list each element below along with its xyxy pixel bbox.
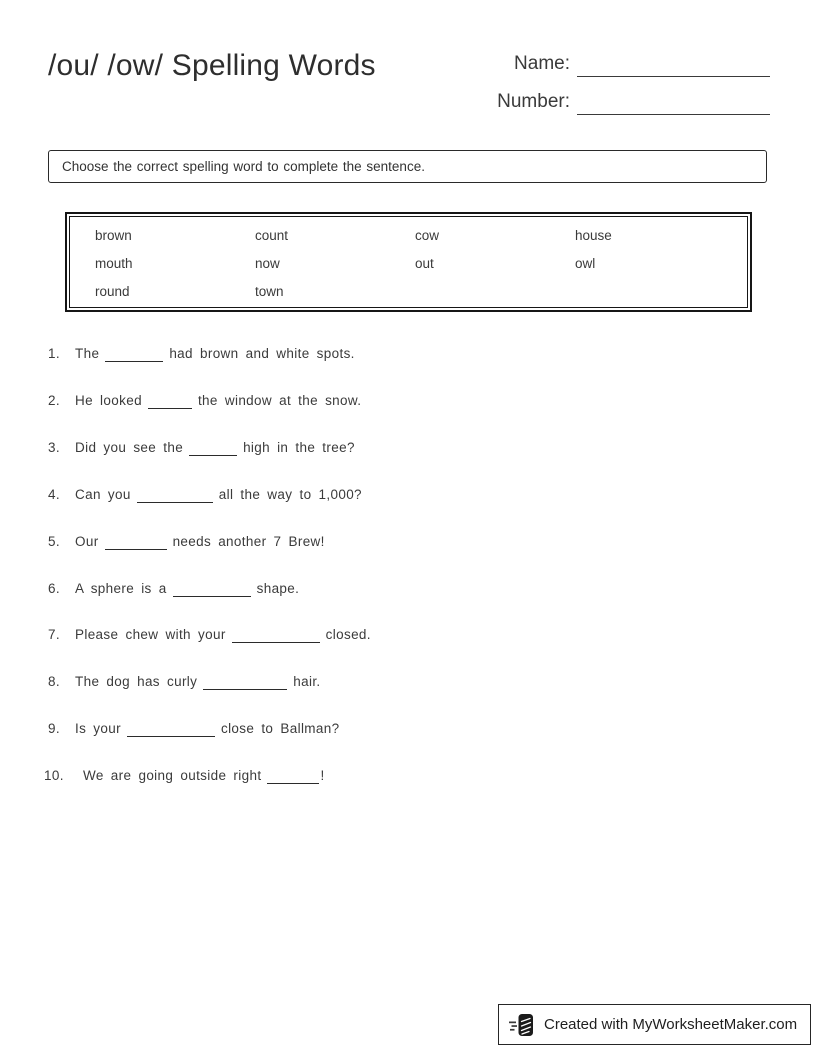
question-row [48,719,758,739]
question-number: 10. [44,768,64,783]
question-post-text: all the way to 1,000? [218,487,362,502]
question-pre-text: We are going outside right [83,768,262,783]
question-text [75,625,371,645]
word-bank-word: brown [95,228,132,243]
question-text [75,579,299,599]
question-post-text: close to Ballman? [220,721,340,736]
question-number: 3. [48,440,60,455]
question-row [48,672,758,692]
question-pre-text: Our [75,534,99,549]
question-number: 2. [48,393,60,408]
question-text [75,719,339,739]
word-bank-word: round [95,284,130,299]
question-text [75,344,355,364]
question-number: 9. [48,721,60,736]
question-post-text: closed. [325,627,371,642]
answer-blank[interactable] [105,537,167,550]
question-row [48,625,758,645]
word-bank-column [575,222,612,278]
question-post-text: shape. [256,581,300,596]
instructions-box [48,150,767,183]
answer-blank[interactable] [105,349,163,362]
number-label: Number: [497,91,570,112]
question-text [75,438,355,458]
question-text [75,672,321,692]
instructions-text: Choose the correct spelling word to complete the sentence. [62,159,425,174]
footer-credit-text: Created with MyWorksheetMaker.com [544,1016,798,1033]
question-pre-text: Please chew with your [75,627,226,642]
question-row [48,579,758,599]
question-post-text: had brown and white spots. [169,346,355,361]
question-text [75,485,362,505]
word-bank-inner [69,216,748,308]
word-bank-word: out [415,256,434,271]
question-post-text: needs another 7 Brew! [172,534,325,549]
word-bank-column [415,222,439,278]
word-bank-word: count [255,228,289,243]
question-text [75,532,325,552]
question-number: 5. [48,534,60,549]
question-pre-text: Is your [75,721,121,736]
answer-blank[interactable] [127,724,215,737]
question-row [48,485,758,505]
question-text [75,391,361,411]
answer-blank[interactable] [203,677,287,690]
word-bank-word: town [255,284,284,299]
word-bank-word: now [255,256,280,271]
answer-blank[interactable] [267,771,319,784]
question-number: 6. [48,581,60,596]
answer-blank[interactable] [173,584,251,597]
name-fill-line[interactable] [577,76,770,77]
question-pre-text: Can you [75,487,131,502]
question-row [48,532,758,552]
word-bank-word: mouth [95,256,133,271]
question-number: 4. [48,487,60,502]
question-pre-text: A sphere is a [75,581,167,596]
question-number: 8. [48,674,60,689]
question-row [48,344,758,364]
question-pre-text: The [75,346,100,361]
question-number: 7. [48,627,60,642]
word-bank-box [65,212,752,312]
question-post-text: hair. [293,674,321,689]
question-pre-text: He looked [75,393,142,408]
page-title: /ou/ /ow/ Spelling Words [48,49,376,82]
question-pre-text: The dog has curly [75,674,198,689]
question-row [48,438,758,458]
number-fill-line[interactable] [577,114,770,115]
worksheetmaker-logo-icon [509,1011,536,1039]
question-row [44,766,754,786]
answer-blank[interactable] [232,630,320,643]
question-post-text: high in the tree? [243,440,355,455]
word-bank-word: cow [415,228,440,243]
question-row [48,391,758,411]
word-bank-word: house [575,228,612,243]
word-bank-column [255,222,288,306]
footer-credit-box [498,1004,811,1045]
question-pre-text: Did you see the [75,440,184,455]
answer-blank[interactable] [137,490,213,503]
question-text [83,766,325,786]
name-label: Name: [514,53,570,74]
question-post-text: the window at the snow. [197,393,362,408]
question-post-text: ! [320,768,325,783]
word-bank-word: owl [575,256,596,271]
answer-blank[interactable] [148,396,192,409]
question-number: 1. [48,346,60,361]
word-bank-column [95,222,133,306]
answer-blank[interactable] [189,443,237,456]
